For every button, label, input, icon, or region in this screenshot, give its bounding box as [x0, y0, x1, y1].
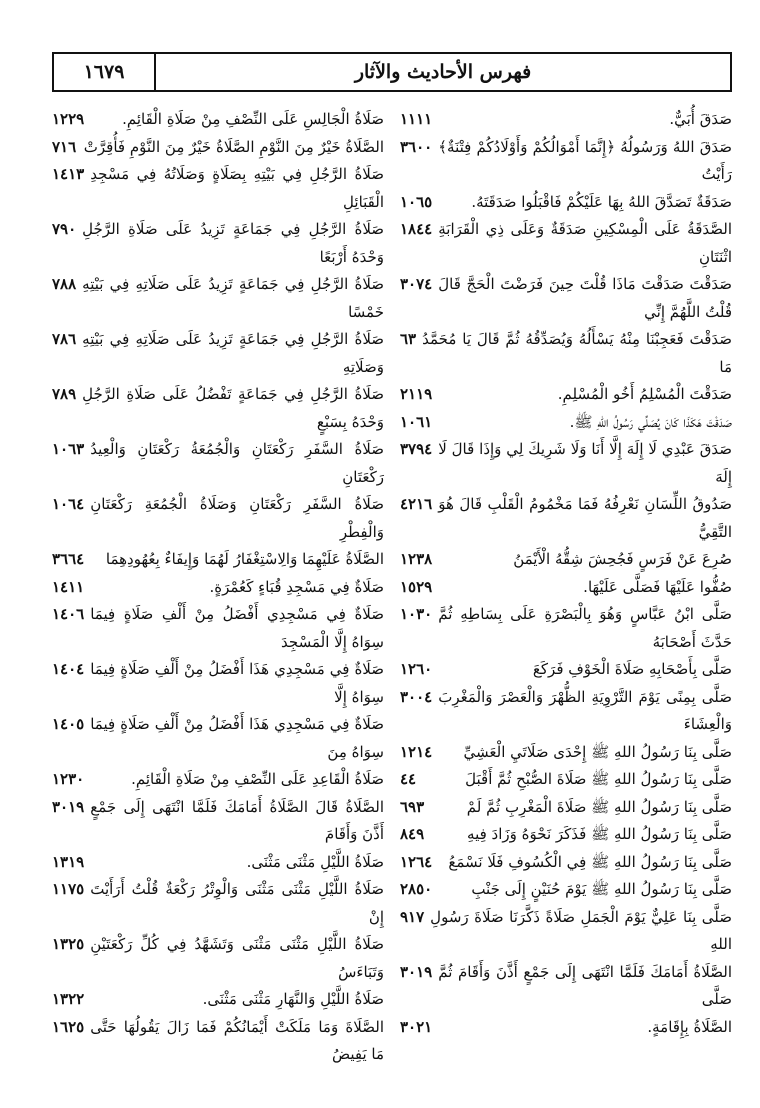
index-entry	[400, 546, 732, 574]
hadith-text: الصَّدَقَةُ عَلَى الْمِسْكِينِ صَدَقَةٌ وَعَلَى ذِي الْقَرَابَةِ اثْنَتَانِ	[438, 220, 732, 266]
hadith-text: صَلَّى بِنَا رَسُولُ اللهِ ﷺ فَذَكَرَ نَحْوَهُ وَزَادَ فِيهِ	[467, 825, 732, 843]
hadith-number: ٣٦٠٠	[400, 137, 433, 156]
index-entry	[400, 876, 732, 904]
hadith-number: ١٢٣٨	[400, 550, 433, 568]
index-entry	[400, 574, 732, 602]
hadith-text: صَلَّى بِأَصْحَابِهِ صَلَاةَ الْخَوْفِ فَرَكَعَ	[532, 660, 732, 678]
hadith-text: الصَّلَاةُ خَيْرٌ مِنَ النَّوْمِ الصَّلَاةُ خَيْرٌ مِنَ النَّوْمِ فَأُقِرَّتْ	[83, 137, 384, 156]
hadith-text: صَلَاةُ اللَّيْلِ مَثْنَى مَثْنَى وَالْوِتْرُ رَكْعَةٌ قُلْتُ أَرَأَيْتَ إِنْ	[90, 880, 384, 926]
hadith-number: ٧٨٩	[52, 385, 77, 403]
index-entry	[400, 739, 732, 767]
hadith-number: ١٤٠٤	[52, 660, 85, 678]
hadith-text: صَلَّى ابْنُ عَبَّاسٍ وَهُوَ بِالْبَصْرَةِ عَلَى بِسَاطِهِ ثُمَّ حَدَّثَ أَصْحَابَهُ	[438, 605, 732, 651]
hadith-text: الصَّلَاةَ وَمَا مَلَكَتْ أَيْمَانُكُمْ فَمَا زَالَ يَقُولُهَا حَتَّى مَا يَفِيضُ	[90, 1017, 384, 1063]
index-entry	[52, 436, 384, 491]
hadith-number: ١٢٦٠	[400, 660, 433, 678]
hadith-number: ٩١٧	[400, 907, 425, 926]
hadith-text: صَدَقْتَ صَدَقْتَ مَاذَا قُلْتَ حِينَ فَرَضْتَ الْحَجَّ قَالَ قُلْتُ اللَّهُمَّ إِنِّي	[438, 275, 732, 321]
hadith-text: صَلَاةُ السَّفَرِ رَكْعَتَانِ وَالْجُمُعَةُ رَكْعَتَانِ وَالْعِيدُ رَكْعَتَانِ	[90, 440, 384, 486]
hadith-text: صَدَقَ أُبَيٌّ.	[669, 110, 732, 128]
page-number: ١٦٧٩	[54, 54, 156, 90]
hadith-number: ٣٠١٩	[52, 797, 85, 816]
hadith-text: صَلَاةُ الْجَالِسِ عَلَى النِّصْفِ مِنْ صَلَاةِ الْقَائِمِ.	[122, 110, 384, 128]
hadith-number: ١٨٤٤	[400, 220, 433, 238]
index-entry	[400, 271, 732, 326]
index-entry	[400, 326, 732, 381]
hadith-number: ١٣٢٢	[52, 990, 85, 1008]
index-entry	[52, 931, 384, 986]
hadith-number: ٣٠٧٤	[400, 275, 433, 293]
index-entry	[400, 134, 732, 189]
hadith-text: الصَّلَاةُ عَلَيْهِمَا وَالِاسْتِغْفَارُ لَهُمَا وَإِيفَاءٌ بِعُهُودِهِمَا	[105, 550, 384, 568]
hadith-text: الصَّلَاةُ أَمَامَكَ فَلَمَّا انْتَهَى إِلَى جَمْعٍ أَذَّنَ وَأَقَامَ ثُمَّ صَلَّى	[438, 962, 732, 1008]
index-entry	[52, 216, 384, 271]
hadith-text: صَلَّى بِمِنًى يَوْمَ التَّرْوِيَةِ الظُّهْرَ وَالْعَصْرَ وَالْمَغْرِبَ وَالْعِشَاءَ	[438, 687, 732, 733]
hadith-number: ٣٠٢١	[400, 1017, 433, 1036]
hadith-text: صَلَّى بِنَا رَسُولُ اللهِ ﷺ صَلَاةَ الْمَغْرِبِ ثُمَّ لَمْ	[466, 797, 732, 816]
hadith-text: صَلَاةُ اللَّيْلِ وَالنَّهَارِ مَثْنَى مَثْنَى.	[202, 990, 384, 1008]
index-entry	[400, 106, 732, 134]
hadith-number: ٣٧٩٤	[400, 440, 433, 458]
hadith-text: صَلَاةٌ فِي مَسْجِدِ قُبَاءٍ كَعُمْرَةٍ.	[209, 577, 384, 596]
hadith-number: ١٢١٤	[400, 742, 433, 761]
hadith-number: ٨٤٩	[400, 825, 425, 843]
hadith-number: ٣٠١٩	[400, 962, 433, 981]
hadith-number: ٧٨٨	[52, 275, 77, 293]
hadith-text: صَلَاةُ السَّفَرِ رَكْعَتَانِ وَصَلَاةُ الْجُمُعَةِ رَكْعَتَانِ وَالْفِطْرِ	[90, 495, 384, 541]
right-column	[400, 106, 732, 1066]
hadith-text: صَلَاةُ اللَّيْلِ مَثْنَى مَثْنَى وَتَشَهَّدُ فِي كُلِّ رَكْعَتَيْنِ وَتَبَاءَسُ	[90, 935, 384, 981]
hadith-number: ١٢٣٠	[52, 770, 85, 788]
hadith-text: صَلَّى بِنَا رَسُولُ اللهِ ﷺ إِحْدَى صَلَاتَيِ الْعَشِيِّ	[463, 742, 732, 761]
hadith-number: ١٤١٣	[52, 165, 85, 183]
hadith-text: الصَّلَاةُ قَالَ الصَّلَاةُ أَمَامَكَ فَلَمَّا انْتَهَى إِلَى جَمْعٍ أَذَّنَ وَأَقَامَ	[90, 797, 384, 843]
hadith-number: ١٤٠٦	[52, 605, 85, 623]
index-entry	[52, 711, 384, 766]
index-entry	[52, 849, 384, 877]
index-entry	[400, 904, 732, 959]
hadith-text: صَلَّى بِنَا رَسُولُ اللهِ ﷺ يَوْمَ حُنَيْنٍ إِلَى جَنْبِ	[471, 880, 732, 898]
hadith-number: ١٠٦٣	[52, 440, 85, 458]
index-entry	[400, 656, 732, 684]
index-entry	[52, 574, 384, 602]
hadith-number: ٧٩٠	[52, 220, 77, 238]
index-entry	[400, 849, 732, 877]
hadith-number: ١٢٢٩	[52, 110, 85, 128]
index-entry	[52, 546, 384, 574]
index-entry	[400, 381, 732, 409]
index-entry	[52, 601, 384, 656]
hadith-text: صَلَاةُ الرَّجُلِ فِي جَمَاعَةٍ تَزِيدُ عَلَى صَلَاتِهِ فِي بَيْتِهِ وَصَلَاتِهِ	[82, 330, 384, 376]
index-entry	[52, 326, 384, 381]
hadith-number: ٣٦٦٤	[52, 550, 85, 568]
hadith-text: صَلَّى بِنَا رَسُولُ اللهِ ﷺ صَلَاةَ الصُّبْحِ ثُمَّ أَقْبَلَ	[465, 770, 732, 788]
index-entry	[400, 601, 732, 656]
index-entry	[52, 656, 384, 711]
hadith-text: صَدُوقُ اللِّسَانِ نَعْرِفُهُ فَمَا مَخْمُومُ الْقَلْبِ قَالَ هُوَ التَّقِيُّ	[438, 495, 732, 541]
hadith-number: ١١١١	[400, 110, 433, 128]
hadith-number: ١٠٦٤	[52, 495, 85, 513]
hadith-number: ٤٢١٦	[400, 495, 433, 513]
hadith-number: ١٥٢٩	[400, 577, 433, 596]
index-entry	[400, 216, 732, 271]
index-entry	[52, 876, 384, 931]
hadith-text: صَدَقْتَ فَعَجِبْنَا مِنْهُ يَسْأَلُهُ وَيُصَدِّقُهُ ثُمَّ قَالَ يَا مُحَمَّدُ مَا	[422, 330, 732, 376]
page-title: فهرس الأحاديث والآثار	[354, 61, 532, 83]
index-entry	[52, 271, 384, 326]
index-entry	[52, 381, 384, 436]
hadith-number: ٢١١٩	[400, 385, 433, 403]
hadith-text: صَلَاةُ الْقَاعِدِ عَلَى النِّصْفِ مِنْ صَلَاةِ الْقَائِمِ.	[131, 770, 384, 788]
hadith-number: ١٣١٩	[52, 852, 85, 871]
hadith-number: ٦٩٣	[400, 797, 425, 816]
index-entry	[52, 134, 384, 162]
hadith-number: ١٣٢٥	[52, 935, 85, 953]
index-entry	[52, 106, 384, 134]
hadith-text: صَلَاةٌ فِي مَسْجِدِي هَذَا أَفْضَلُ مِنْ أَلْفِ صَلَاةٍ فِيمَا سِوَاهُ مِنَ	[90, 715, 384, 761]
hadith-text: صَلَاةُ اللَّيْلِ مَثْنَى مَثْنَى.	[246, 852, 384, 871]
hadith-number: ٦٣	[400, 330, 417, 348]
hadith-number: ٢٨٥٠	[400, 880, 433, 898]
hadith-text: الصَّلَاةُ بِإِقَامَةٍ.	[647, 1017, 732, 1036]
hadith-text: صَدَقْتَ هَكَذَا كَانَ يُصَلِّي رَسُولُ اللهِ ﷺ.	[569, 412, 732, 431]
index-entry	[400, 491, 732, 546]
index-entry	[52, 491, 384, 546]
index-entry	[400, 959, 732, 1014]
hadith-number: ١٤٠٥	[52, 715, 85, 733]
hadith-text: صَدَقَ اللهُ وَرَسُولُهُ ﴿إِنَّمَا أَمْوَالُكُمْ وَأَوْلَادُكُمْ فِتْنَةٌ﴾ رَأَيْتُ	[438, 137, 732, 183]
index-entry	[52, 1014, 384, 1069]
index-entry	[400, 436, 732, 491]
hadith-text: صَلَاةُ الرَّجُلِ فِي جَمَاعَةٍ تَزِيدُ عَلَى صَلَاتِهِ فِي بَيْتِهِ خَمْسًا	[82, 275, 384, 321]
index-entry	[52, 986, 384, 1014]
hadith-text: صَلَاةٌ فِي مَسْجِدِي هَذَا أَفْضَلُ مِنْ أَلْفِ صَلَاةٍ فِيمَا سِوَاهُ إِلَّا	[90, 660, 384, 706]
hadith-number: ١٠٦٥	[400, 192, 433, 211]
index-entry	[400, 766, 732, 794]
hadith-number: ١٠٣٠	[400, 605, 433, 623]
hadith-text: صَلَّى بِنَا رَسُولُ اللهِ ﷺ فِي الْكُسُوفِ فَلَا نَسْمَعُ	[448, 852, 732, 871]
hadith-number: ٤٤	[400, 770, 417, 788]
index-entry	[52, 794, 384, 849]
hadith-text: صَلَاةُ الرَّجُلِ فِي جَمَاعَةٍ تَفْضُلُ عَلَى صَلَاةِ الرَّجُلِ وَحْدَهُ بِسَبْعٍ	[82, 385, 384, 431]
hadith-text: صَلَّى بِنَا عَلِيٌّ يَوْمَ الْجَمَلِ صَلَاةً ذَكَّرَنَا صَلَاةَ رَسُولِ اللهِ	[430, 907, 732, 953]
index-entry	[52, 161, 384, 216]
index-columns	[52, 106, 732, 1066]
index-entry	[400, 794, 732, 822]
hadith-text: صَلَاةٌ فِي مَسْجِدِي أَفْضَلُ مِنْ أَلْفِ صَلَاةٍ فِيمَا سِوَاهُ إِلَّا الْمَسْجِدَ	[90, 605, 384, 651]
hadith-text: صَدَقَ عَبْدِي لَا إِلَهَ إِلَّا أَنَا وَلَا شَرِيكَ لِي وَإِذَا قَالَ لَا إِلَهَ	[438, 440, 732, 486]
hadith-text: صَلَاةُ الرَّجُلِ فِي بَيْتِهِ بِصَلَاةٍ وَصَلَاتُهُ فِي مَسْجِدِ الْقَبَائِلِ	[90, 165, 384, 211]
hadith-text: صَدَقَةٌ تَصَدَّقَ اللهُ بِهَا عَلَيْكُمْ فَاقْبَلُوا صَدَقَتَهُ.	[471, 192, 732, 211]
index-entry	[400, 684, 732, 739]
hadith-text: صُفُّوا عَلَيْهَا فَصَلَّى عَلَيْهَا.	[583, 577, 732, 596]
index-entry	[52, 766, 384, 794]
hadith-number: ١٦٢٥	[52, 1017, 85, 1036]
hadith-text: صَدَقْتَ الْمُسْلِمُ أَخُو الْمُسْلِمِ.	[557, 385, 732, 403]
hadith-number: ١٤١١	[52, 577, 85, 596]
index-entry	[400, 821, 732, 849]
hadith-number: ٧٨٦	[52, 330, 77, 348]
hadith-number: ١٢٦٤	[400, 852, 433, 871]
hadith-number: ١١٧٥	[52, 880, 85, 898]
index-entry	[400, 409, 732, 437]
page-header	[52, 52, 732, 92]
hadith-number: ٧١٦	[52, 137, 77, 156]
left-column	[52, 106, 384, 1066]
hadith-text: صَلَاةُ الرَّجُلِ فِي جَمَاعَةٍ تَزِيدُ عَلَى صَلَاةِ الرَّجُلِ وَحْدَهُ أَرْبَعًا	[82, 220, 384, 266]
hadith-number: ١٠٦١	[400, 412, 433, 431]
index-entry	[400, 1014, 732, 1042]
index-entry	[400, 189, 732, 217]
hadith-number: ٣٠٠٤	[400, 687, 433, 706]
hadith-text: صُرِعَ عَنْ فَرَسٍ فَجُحِشَ شِقُّهُ الْأَيْمَنُ	[513, 550, 732, 568]
